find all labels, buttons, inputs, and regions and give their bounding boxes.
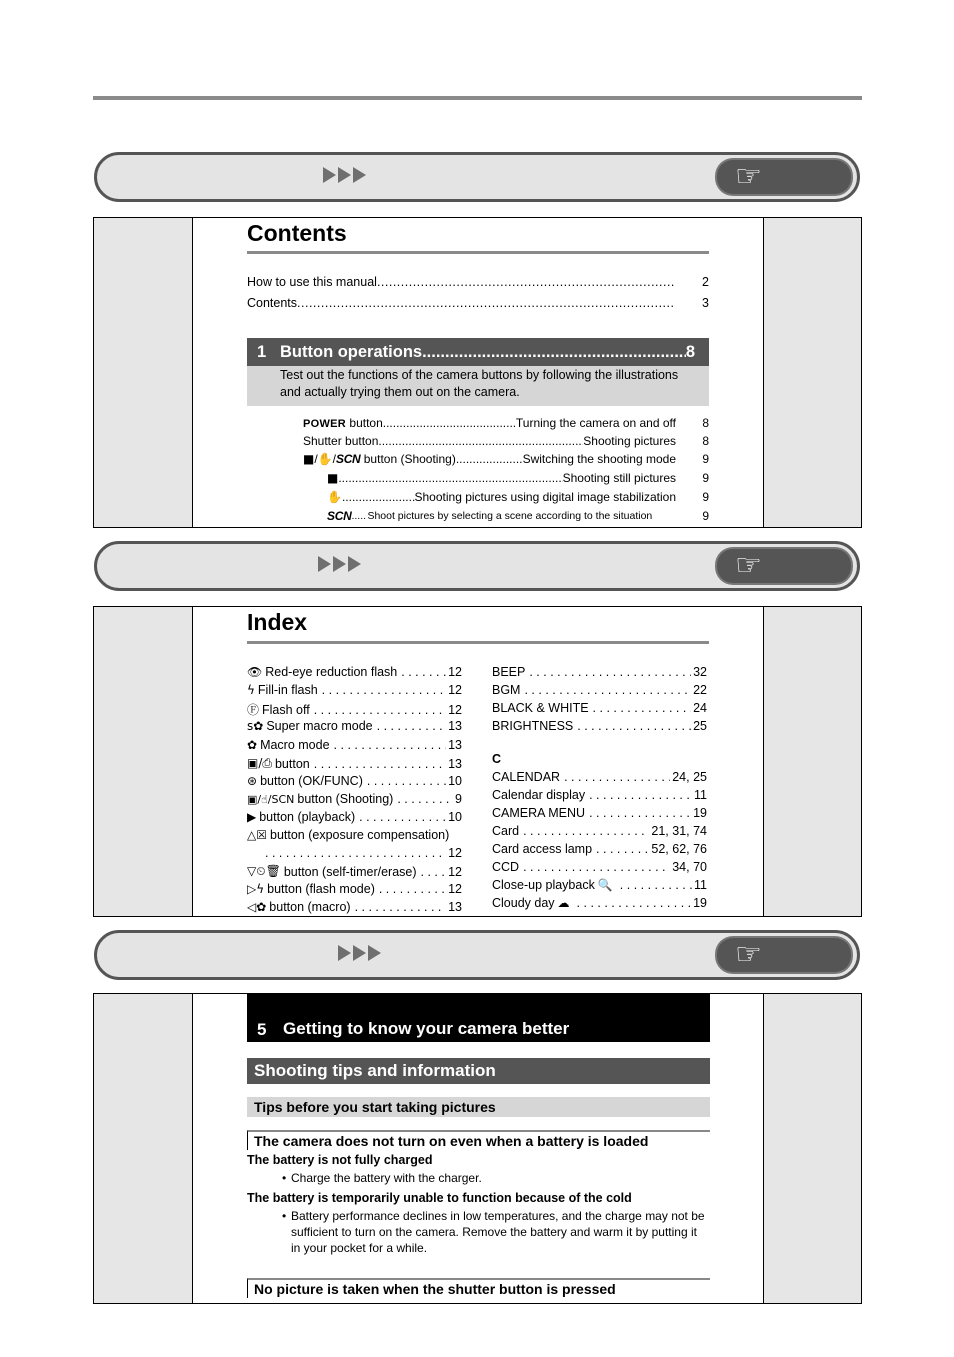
index-entry[interactable]: s✿ Super macro mode . . . 13 <box>247 719 462 733</box>
toc-sub-entry[interactable]: ✋ ..... Shooting pictures using digital image stabilization 9 <box>327 490 709 504</box>
cause-heading: The battery is not fully charged <box>247 1153 433 1167</box>
camera-icon: ■ <box>303 452 315 466</box>
banner-tab <box>717 938 851 972</box>
index-entry-continued[interactable]: . . . 12 <box>247 846 462 860</box>
top-rule <box>93 96 862 100</box>
page-title: Contents <box>247 220 347 246</box>
chapter-page <box>247 994 710 1303</box>
flash-off-icon: Ⓕ <box>247 703 260 717</box>
problem-heading: No picture is taken when the shutter button is pressed <box>247 1278 710 1298</box>
index-entry[interactable]: ⊛ button (OK/FUNC) . . . 10 <box>247 774 462 788</box>
self-timer-erase-icon: ▽⏲🗑 <box>247 864 281 878</box>
index-entry[interactable]: Ⓕ Flash off . . . 12 <box>247 701 462 718</box>
toc-sub-entry[interactable]: POWER button ..... Turning the camera on and off 8 <box>303 416 709 430</box>
bullet-item: • Battery performance declines in low temperatures, and the charge may not be sufficient to turn on the camera. Remove the battery and warm it by putting it in your pocket for a while. <box>282 1209 705 1255</box>
toc-sub-entry[interactable]: ■/✋/SCN button (Shooting) ..... Switching the shooting mode 9 <box>303 452 709 466</box>
exposure-icon: △☒ <box>247 828 267 842</box>
index-entry[interactable]: CALENDAR . . . 24, 25 <box>492 770 707 784</box>
title-rule <box>247 251 709 254</box>
bullet-item: • Charge the battery with the charger. <box>282 1171 482 1185</box>
section-heading: Shooting tips and information <box>247 1058 710 1084</box>
cause-heading: The battery is temporarily unable to function because of the cold <box>247 1191 632 1205</box>
index-entry[interactable]: 👁 Red-eye reduction flash . . . 12 <box>247 665 462 679</box>
right-margin <box>763 218 861 527</box>
index-entry[interactable]: BEEP . . . 32 <box>492 665 707 679</box>
index-entry[interactable]: BLACK & WHITE . . . 24 <box>492 701 707 715</box>
index-entry[interactable]: ▣/☝/SCN button (Shooting) . . . 9 <box>247 792 462 806</box>
macro-icon: ✿ <box>247 738 258 752</box>
toc-entry[interactable]: Contents ..... 3 <box>247 296 709 310</box>
playback-icon: ▶ <box>247 810 257 824</box>
index-entry[interactable]: BRIGHTNESS . . . 25 <box>492 719 707 733</box>
chapter-description: Test out the functions of the camera buttons by following the illustrations and actually trying them out on the camera. <box>247 366 709 406</box>
index-panel <box>93 606 862 917</box>
index-entry[interactable]: Close-up playback 🔍 . . . 11 <box>492 878 707 892</box>
index-entry[interactable]: ▶ button (playback) . . . 10 <box>247 810 462 824</box>
index-entry[interactable]: ▣/⎙ button . . . 13 <box>247 756 462 771</box>
ok-func-icon: ⊛ <box>247 774 258 788</box>
title-rule <box>247 641 709 644</box>
toc-sub-entry[interactable]: Shutter button ..... Shooting pictures 8 <box>303 434 709 448</box>
right-margin <box>763 607 861 916</box>
flash-icon: ϟ <box>247 683 255 697</box>
problem-heading: The camera does not turn on even when a battery is loaded <box>247 1130 710 1150</box>
section-banner <box>94 541 860 591</box>
camera-icon: ■ <box>327 471 339 485</box>
right-margin <box>763 994 861 1303</box>
index-entry[interactable]: BGM . . . 22 <box>492 683 707 697</box>
magnifier-icon: 🔍 <box>597 878 613 892</box>
chapter-panel <box>93 993 862 1304</box>
toc-sub-entry[interactable]: SCN ..... Shoot pictures by selecting a scene according to the situation 9 <box>327 509 709 523</box>
section-banner <box>94 152 860 202</box>
macro-button-icon: ◁✿ <box>247 900 267 914</box>
toc-sub-entry[interactable]: ■ ..... Shooting still pictures 9 <box>327 471 709 485</box>
stabilization-icon: ✋ <box>327 490 342 504</box>
pointing-hand-icon: ☞ <box>735 937 762 972</box>
banner-tab <box>717 549 851 583</box>
index-entry[interactable]: Card access lamp . . . 52, 62, 76 <box>492 842 707 856</box>
left-margin <box>94 218 193 527</box>
index-page <box>247 607 710 916</box>
stabilization-icon: ✋ <box>317 452 333 466</box>
chapter-heading: 5 Getting to know your camera better <box>247 994 710 1042</box>
super-macro-icon: s✿ <box>247 719 264 733</box>
chapter-heading[interactable]: 1 Button operations ..... 8 <box>247 338 709 366</box>
subsection-heading: Tips before you start taking pictures <box>247 1097 710 1117</box>
page-title: Index <box>247 609 308 635</box>
index-entry[interactable]: Card . . . 21, 31, 74 <box>492 824 707 838</box>
pointing-hand-icon: ☞ <box>735 548 762 583</box>
flash-mode-icon: ▷ϟ <box>247 882 265 896</box>
index-entry[interactable]: ◁✿ button (macro) . . . 13 <box>247 900 462 914</box>
triple-arrow-icon <box>318 556 361 574</box>
eye-icon: 👁 <box>247 665 263 679</box>
section-banner <box>94 930 860 980</box>
index-entry[interactable]: ✿ Macro mode . . . 13 <box>247 738 462 752</box>
index-entry[interactable]: ▽⏲🗑 button (self-timer/erase) . . . 12 <box>247 864 462 879</box>
triple-arrow-icon <box>323 167 366 185</box>
pointing-hand-icon: ☞ <box>735 159 762 194</box>
triple-arrow-icon <box>338 945 381 963</box>
index-entry[interactable]: Cloudy day ☁ . . . 19 <box>492 896 707 910</box>
left-margin <box>94 607 193 916</box>
cloud-icon: ☁ <box>557 896 570 910</box>
index-entry[interactable]: ▷ϟ button (flash mode) . . . 12 <box>247 882 462 896</box>
index-entry[interactable]: Calendar display . . . 11 <box>492 788 707 802</box>
toc-entry[interactable]: How to use this manual ..... 2 <box>247 275 709 289</box>
index-entry[interactable]: ϟ Fill-in flash . . . 12 <box>247 683 462 697</box>
shooting-mode-icon: ▣/☝/SCN <box>247 792 295 806</box>
index-entry[interactable]: △☒ button (exposure compensation) <box>247 828 450 842</box>
contents-panel <box>93 217 862 528</box>
index-entry[interactable]: CAMERA MENU . . . 19 <box>492 806 707 820</box>
index-entry[interactable]: CCD . . . 34, 70 <box>492 860 707 874</box>
banner-tab <box>717 160 851 194</box>
left-margin <box>94 994 193 1303</box>
contents-page <box>247 218 710 527</box>
display-print-icon: ▣/⎙ <box>247 756 272 770</box>
index-letter: C <box>492 752 502 766</box>
